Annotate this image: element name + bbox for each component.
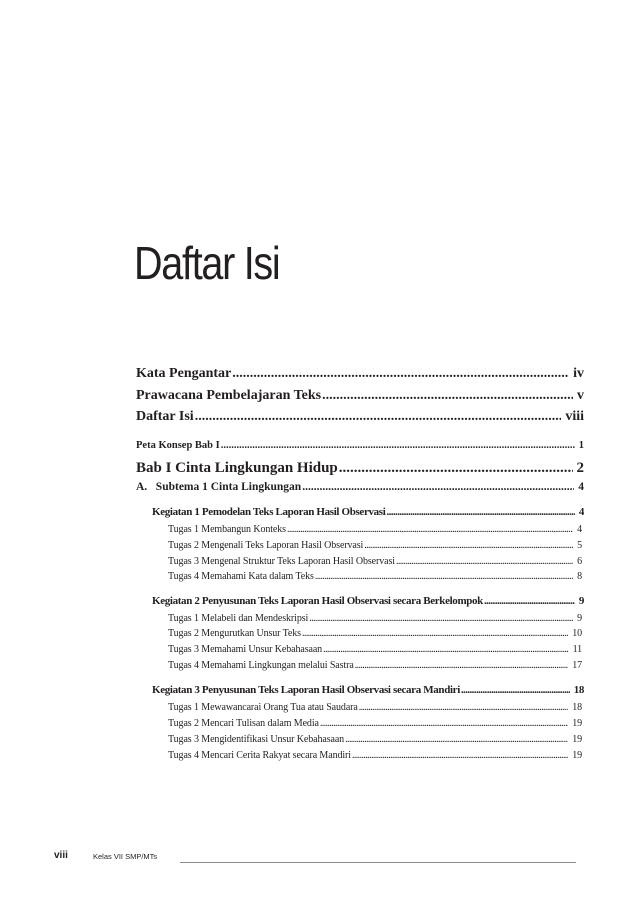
toc-entry-label: Bab I Cinta Lingkungan Hidup	[136, 460, 338, 476]
toc-entry-label: Tugas 4 Memahami Lingkungan melalui Sastra	[168, 660, 354, 671]
toc-page-number: 19	[572, 718, 582, 729]
toc-entry-kata-pengantar[interactable]	[136, 366, 584, 382]
dot-leader	[461, 684, 570, 696]
page-title: Daftar Isi	[134, 237, 280, 289]
toc-page-number: 1	[578, 440, 584, 451]
toc-entry-label: Tugas 3 Mengidentifikasi Unsur Kebahasaan	[168, 734, 345, 745]
dot-leader	[195, 409, 562, 425]
toc-entry-label: Kegiatan 1 Pemodelan Teks Laporan Hasil Observasi	[152, 506, 386, 518]
toc-entry-daftar-isi[interactable]	[136, 409, 584, 425]
dot-leader	[309, 613, 573, 624]
toc-page-number: 18	[573, 684, 584, 696]
toc-page-number: 19	[572, 734, 582, 745]
toc-entry-tugas[interactable]	[168, 540, 582, 551]
toc-entry-label: Kegiatan 3 Penyusunan Teks Laporan Hasil Observasi secara Mandiri	[152, 684, 460, 696]
toc-page-number: 4	[578, 481, 584, 493]
dot-leader	[323, 644, 568, 655]
toc-page-number: 4	[577, 524, 582, 535]
toc-entry-prawacana[interactable]	[136, 388, 584, 404]
toc-page-number: v	[577, 388, 584, 403]
footer-divider	[180, 862, 576, 863]
dot-leader	[287, 524, 573, 535]
toc-page-number: 17	[572, 660, 582, 671]
toc-page-number: 19	[572, 750, 582, 761]
dot-leader	[364, 540, 573, 551]
toc-entry-label: Tugas 3 Memahami Unsur Kebahasaan	[168, 644, 323, 655]
toc-page-number: 11	[572, 644, 582, 655]
toc-entry-label: Tugas 1 Membangun Konteks	[168, 524, 286, 535]
footer-page-number: viii	[54, 850, 68, 861]
toc-entry-label: Daftar Isi	[136, 409, 194, 424]
toc-page-number: 9	[578, 595, 584, 607]
toc-entry-label: Tugas 1 Mewawancarai Orang Tua atau Saudara	[168, 702, 358, 713]
dot-leader	[315, 571, 573, 582]
toc-entry-label: Kegiatan 2 Penyusunan Teks Laporan Hasil Observasi secara Berkelompok	[152, 595, 483, 607]
toc-entry-kegiatan-3[interactable]	[152, 684, 584, 696]
toc-page-number: 10	[572, 628, 582, 639]
toc-entry-tugas[interactable]	[168, 750, 582, 761]
dot-leader	[484, 595, 575, 607]
toc-page-number: 9	[577, 613, 582, 624]
toc-entry-tugas[interactable]	[168, 718, 582, 729]
toc-entry-label: Tugas 4 Mencari Cerita Rakyat secara Mandiri	[168, 750, 351, 761]
toc-page-number: viii	[565, 409, 584, 424]
dot-leader	[339, 460, 573, 477]
toc-entry-tugas[interactable]	[168, 702, 582, 713]
dot-leader	[345, 734, 568, 745]
dot-leader	[322, 388, 573, 404]
toc-entry-label: Tugas 4 Memahami Kata dalam Teks	[168, 571, 314, 582]
toc-entry-label: Kata Pengantar	[136, 366, 232, 381]
toc-entry-tugas[interactable]	[168, 613, 582, 624]
toc-entry-tugas[interactable]	[168, 628, 582, 639]
toc-entry-label: A. Subtema 1 Cinta Lingkungan	[136, 481, 302, 493]
toc-page-number: 5	[577, 540, 582, 551]
dot-leader	[232, 366, 569, 382]
toc-entry-label: Prawacana Pembelajaran Teks	[136, 388, 322, 403]
dot-leader	[359, 702, 568, 713]
toc-entry-label: Tugas 1 Melabeli dan Mendeskripsi	[168, 613, 309, 624]
toc-page-number: 8	[577, 571, 582, 582]
toc-entry-tugas[interactable]	[168, 571, 582, 582]
toc-entry-tugas[interactable]	[168, 660, 582, 671]
dot-leader	[386, 506, 574, 518]
dot-leader	[396, 556, 573, 567]
toc-entry-peta-konsep[interactable]	[136, 440, 584, 451]
dot-leader	[302, 481, 574, 493]
toc-entry-kegiatan-2[interactable]	[152, 595, 584, 607]
toc-entry-label: Tugas 2 Mencari Tulisan dalam Media	[168, 718, 319, 729]
toc-entry-tugas[interactable]	[168, 524, 582, 535]
dot-leader	[302, 628, 568, 639]
toc-page-number: 2	[576, 460, 584, 476]
toc-entry-kegiatan-1[interactable]	[152, 506, 584, 518]
toc-entry-label: Tugas 2 Mengurutkan Unsur Teks	[168, 628, 301, 639]
toc-entry-tugas[interactable]	[168, 644, 582, 655]
dot-leader	[221, 440, 575, 451]
toc-entry-tugas[interactable]	[168, 556, 582, 567]
dot-leader	[355, 660, 569, 671]
dot-leader	[320, 718, 568, 729]
toc-entry-bab-1[interactable]	[136, 460, 584, 477]
toc-page-number: iv	[573, 366, 584, 381]
dot-leader	[352, 750, 568, 761]
toc-page-number: 18	[572, 702, 582, 713]
toc-entry-label: Tugas 3 Mengenal Struktur Teks Laporan Hasil Observasi	[168, 556, 395, 567]
toc-entry-label: Tugas 2 Mengenali Teks Laporan Hasil Observasi	[168, 540, 364, 551]
footer-book-title: Kelas VII SMP/MTs	[93, 852, 158, 861]
toc-entry-label: Peta Konsep Bab I	[136, 440, 220, 451]
toc-page-number: 6	[577, 556, 582, 567]
toc-page-number: 4	[578, 506, 584, 518]
toc-entry-tugas[interactable]	[168, 734, 582, 745]
toc-entry-subtema-1[interactable]	[136, 481, 584, 493]
